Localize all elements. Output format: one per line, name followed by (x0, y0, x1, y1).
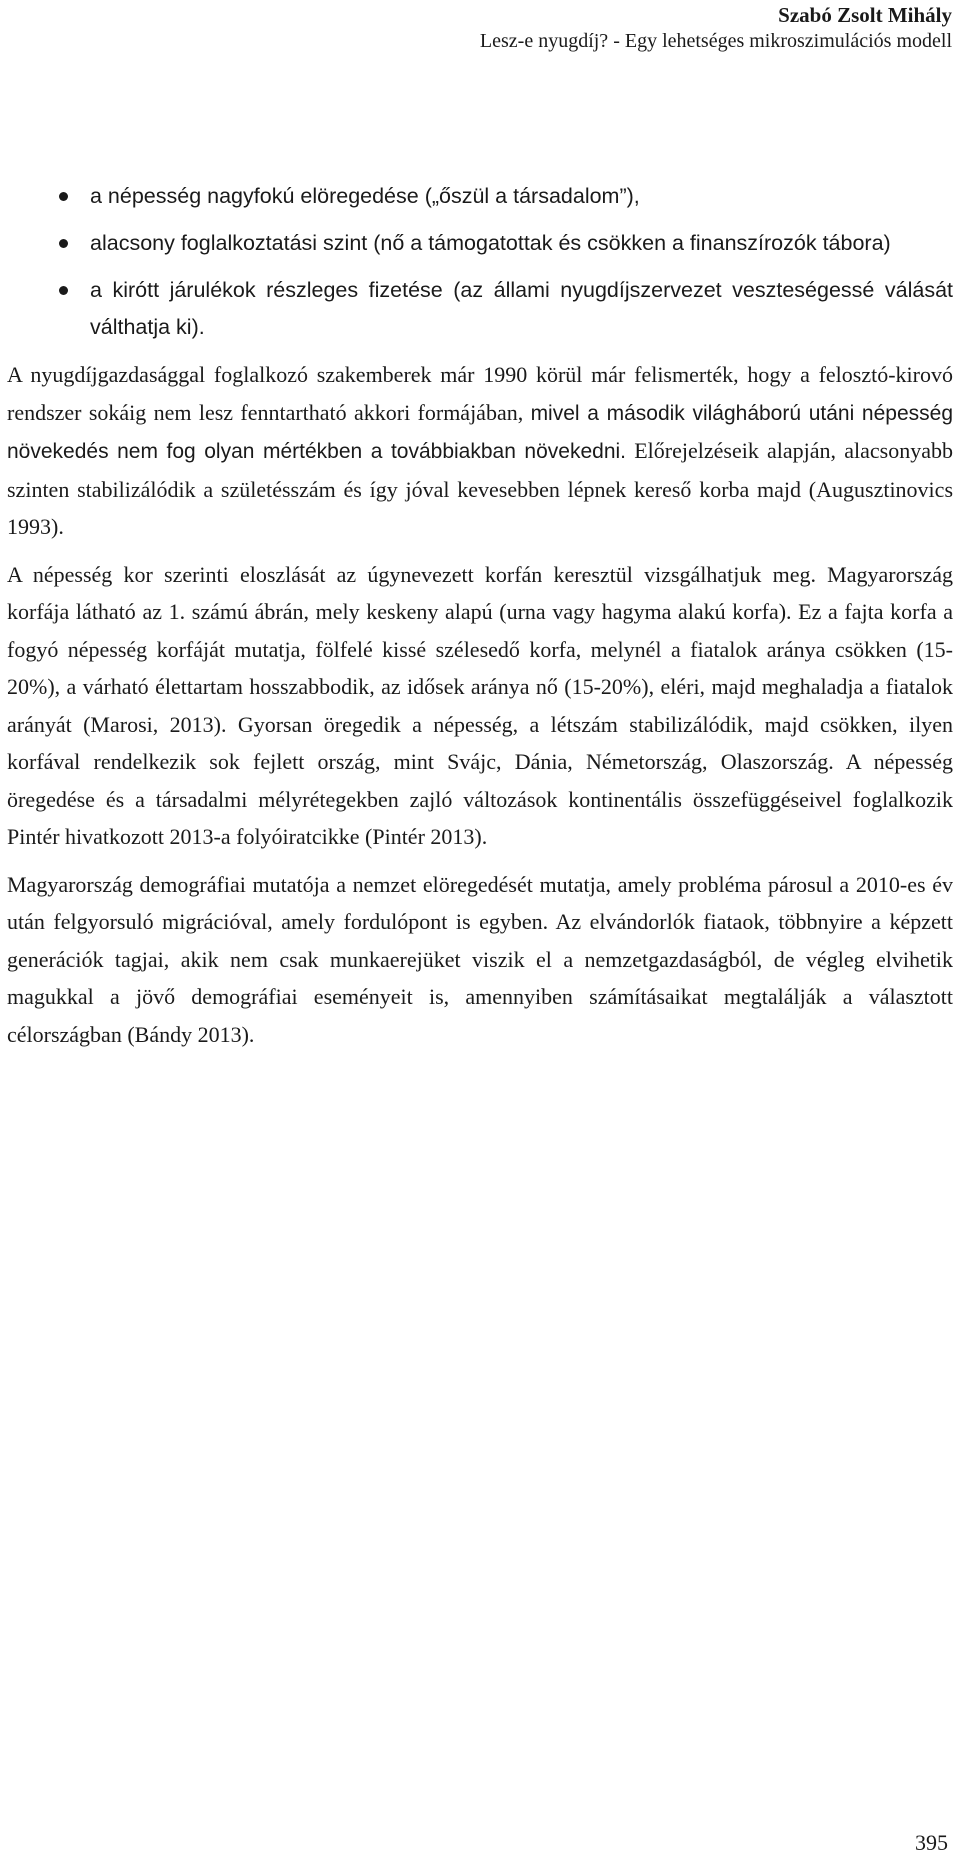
bullet-list (7, 178, 953, 346)
paragraph-demographics-migration: Magyarország demográfiai mutatója a nemzet elöregedését mutatja, amely probléma párosul a 2010-es év után felgyorsuló migrációval, amely fordulópont is egyben. Az elvándorlók fiataok, többnyire a képzett generációk tagjai, akik nem csak munkaerejüket viszik el a nemzetgazdaságból, de végleg elvihetik magukkal a jövő demográfiai eseményeit is, amennyiben számításaikat megtalálják a választott célországban (Bándy 2013). (7, 871, 953, 1047)
bullet-dot-icon (59, 286, 68, 295)
paragraph-text: Előrejelzéseik alapján, alacsonyabb szinten stabilizálódik a születésszám és így jóval kevesebben lépnek kereső korba majd (Augusztinovics 1993). (7, 438, 953, 539)
paragraph-text: mivel a második világháború utáni népesség növekedés nem fog olyan mértékben a továbbiakban növekedni. (7, 401, 953, 463)
header-title: Lesz-e nyugdíj? - Egy lehetséges mikroszimulációs modell (479, 30, 952, 52)
page-number: 395 (915, 1830, 948, 1855)
bullet-text: a kirótt járulékok részleges fizetése (az állami nyugdíjszervezet veszteségessé válását válthatja ki). (90, 278, 953, 339)
paragraph-pension-experts (7, 356, 953, 546)
bullet-text: alacsony foglalkoztatási szint (nő a támogatottak és csökken a finanszírozók tábora) (90, 231, 891, 255)
page-body (7, 178, 953, 1063)
paragraph-population-pyramid: A népesség kor szerinti eloszlását az úgynevezett korfán keresztül vizsgálhatjuk meg. Magyarország korfája látható az 1. számú ábrán, mely keskeny alapú (urna vagy hagyma alakú korfa). Ez a fajta korfa a fogyó népesség korfáját mutatja, fölfelé kissé szélesedő korfa, melynél a fiatalok aránya csökken (15-20%), a várható élettartam hosszabbodik, az idősek aránya nő (15-20%), eléri, majd meghaladja a fiatalok arányát (Marosi, 2013). Gyorsan öregedik a népesség, a létszám stabilizálódik, majd csökken, ilyen korfával rendelkezik sok fejlett ország, mint Svájc, Dánia, Németország, Olaszország. A népesség öregedése és a társadalmi mélyrétegekben zajló változások kontinentális összefüggéseivel foglalkozik Pintér hivatkozott 2013-a folyóiratcikke (Pintér 2013). (7, 561, 953, 849)
running-header (480, 0, 952, 54)
bullet-item (7, 272, 953, 346)
bullet-item (7, 225, 953, 262)
bullet-dot-icon (59, 192, 68, 201)
header-author: Szabó Zsolt Mihály (778, 3, 952, 27)
paragraph-text: A nyugdíjgazdasággal foglalkozó szakemberek már 1990 körül már felismerték, hogy a felosztó-kirovó rendszer sokáig nem lesz fenntartható akkori formájában, (7, 362, 953, 425)
bullet-item (7, 178, 953, 215)
bullet-dot-icon (59, 239, 68, 248)
bullet-text: a népesség nagyfokú elöregedése („őszül a társadalom”), (90, 184, 640, 208)
